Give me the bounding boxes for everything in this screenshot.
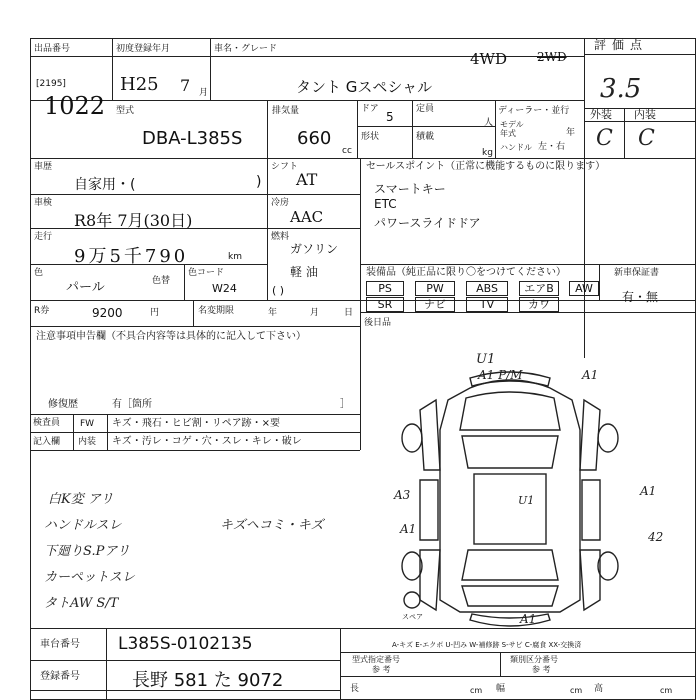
inspector-note-5: カーペットスレ [44, 570, 135, 585]
lot-number: 1022 [44, 92, 106, 120]
shift-label: シフト [271, 162, 299, 172]
transfer-year: 年 [268, 308, 278, 318]
ac-value: AAC [290, 208, 324, 226]
mileage-unit: km [228, 252, 242, 262]
repair-history-value: 有［箇所 [112, 399, 152, 410]
drive-type: 4WD [470, 50, 507, 68]
equip-aw: AW [569, 281, 599, 296]
displacement-unit: cc [342, 146, 352, 156]
load-label: 積載 [416, 132, 435, 142]
rear-items-label: 後日品 [364, 318, 392, 328]
dim-length-label: 長 [350, 684, 360, 694]
displacement-label: 排気量 [272, 106, 300, 116]
equip-navi: ナビ [415, 297, 455, 312]
diagram-mark-front-bumper: A1 P/M [478, 368, 523, 382]
equip-abs: ABS [466, 281, 508, 296]
load-unit: kg [482, 148, 493, 158]
inspector-note-3: キズヘコミ・キズ [220, 518, 324, 533]
handle-value: 左・右 [538, 142, 566, 152]
capacity-unit: 人 [484, 118, 494, 128]
model-year-label: モデル [500, 120, 524, 129]
doors-label: ドア [361, 104, 379, 114]
diagram-mark-front: U1 [476, 352, 496, 367]
inspection-date: R8年 7月(30日) [74, 211, 193, 230]
inspector-note-1: 白K変 アリ [48, 492, 114, 507]
plate-label: 登録番号 [40, 671, 80, 682]
fuel-diesel: 軽 油 [290, 265, 318, 279]
exterior-grade: C [596, 126, 613, 151]
chassis-label: 車台番号 [40, 639, 80, 650]
dim-height-label: 高 [594, 684, 604, 694]
notes-label: 注意事項申告欄（不具合内容等は具体的に記入して下さい） [36, 331, 306, 342]
spare-label: スペア [402, 613, 423, 621]
class-label: 類別区分番号 [510, 655, 558, 664]
type-cert-label: 型式指定番号 [352, 655, 400, 664]
fw-label: FW [80, 419, 95, 429]
car-name-label: 車名・グレード [214, 44, 278, 54]
equip-airbag: エアB [519, 281, 559, 296]
dim-length-unit: cm [470, 686, 483, 695]
doors: 5 [386, 110, 394, 124]
color-change-label: 色替 [152, 276, 171, 286]
sales-points-label: セールスポイント（正常に機能するものに限ります） [366, 161, 606, 172]
transfer-deadline-label: 名変期限 [198, 306, 235, 316]
inspector-note-6: タトAW S/T [44, 596, 119, 611]
inspector-label-1: 検査員 [33, 418, 61, 428]
inspection-label: 車検 [34, 198, 53, 208]
color-value: パール [66, 280, 105, 295]
inspector-note-4: 下廻りS.Pアリ [44, 544, 130, 559]
transfer-day: 日 [344, 308, 354, 318]
usage-label: 車歴 [34, 162, 53, 172]
fuel-gasoline: ガソリン [290, 242, 339, 256]
equip-pw: PW [415, 281, 455, 296]
sales-point-3: パワースライドドア [374, 216, 481, 230]
interior-label: 内装 [634, 108, 656, 121]
registration-month-unit: 月 [199, 88, 209, 98]
handle-label: ハンドル [500, 143, 532, 152]
recycle-label: R券 [34, 306, 50, 316]
model-year-unit: 年 [566, 128, 576, 138]
recycle-unit: 円 [150, 308, 160, 318]
shape-label: 形状 [361, 132, 380, 142]
sales-point-1: スマートキー [374, 182, 446, 196]
fw-items: キズ・飛石・ヒビ割・リペア跡・×要 [112, 418, 280, 429]
lot-number-label: 出品番号 [34, 44, 71, 54]
fuel-label: 燃料 [271, 232, 290, 242]
registration-era: H25 [120, 74, 159, 95]
mileage-label: 走行 [34, 232, 53, 242]
interior-grade: C [638, 126, 655, 151]
transfer-month: 月 [310, 308, 320, 318]
dim-width-label: 幅 [496, 684, 506, 694]
model-year-label-2: 年式 [500, 129, 516, 138]
color-label: 色 [34, 268, 44, 278]
exterior-label: 外装 [590, 108, 612, 121]
damage-legend: A-キズ E-エクボ U-凹み W-補修跡 S-サビ C-腐食 XX-交換済 [392, 641, 582, 649]
capacity-label: 定員 [416, 104, 435, 114]
equip-tv: TV [466, 297, 508, 312]
recycle-value: 9200 [92, 306, 123, 320]
diagram-mark-right-rear: 42 [648, 530, 664, 544]
diagram-mark-right-door: A1 [640, 484, 657, 498]
first-registration-label: 初度登録年月 [116, 44, 171, 54]
class-sub: 参 考 [532, 665, 551, 674]
model-type: DBA-L385S [142, 128, 243, 149]
usage-close: ) [256, 174, 262, 190]
drive-type-alt: 2WD [537, 50, 567, 64]
diagram-mark-left-front-door: A3 [394, 488, 411, 502]
color-code-label: 色コード [188, 268, 225, 278]
interior-check-label: 内装 [78, 437, 97, 447]
plate-number: 長野 581 た 9072 [132, 670, 284, 691]
repair-history-label: 修復歴 [48, 399, 78, 410]
equip-ps: PS [366, 281, 404, 296]
diagram-mark-front-right: A1 [582, 368, 599, 382]
model-name: タント Gスペシャル [296, 78, 433, 96]
registration-month: 7 [180, 76, 191, 95]
mileage-value: 9万5千790 [74, 246, 189, 267]
equipment-label: 装備品（純正品に限り〇をつけてください） [366, 267, 566, 278]
equip-leather: カワ [519, 297, 559, 312]
new-warranty-label: 新車保証書 [614, 268, 660, 278]
shift-value: AT [296, 170, 318, 189]
lot-sub-number: [2195] [36, 79, 66, 89]
diagram-mark-roof: U1 [518, 494, 535, 507]
inspector-note-2: ハンドルスレ [44, 518, 122, 533]
color-code: W24 [212, 282, 237, 295]
displacement: 660 [297, 128, 332, 149]
chassis-number: L385S-0102135 [118, 634, 253, 654]
inspector-label-2: 記入欄 [33, 437, 61, 447]
new-warranty-value: 有・無 [622, 290, 659, 304]
fuel-other: ( ) [272, 284, 285, 297]
ac-label: 冷房 [271, 198, 290, 208]
model-type-label: 型式 [116, 106, 135, 116]
type-cert-sub: 参 考 [372, 665, 391, 674]
rating-value: 3.5 [600, 74, 642, 104]
dim-width-unit: cm [570, 686, 583, 695]
diagram-mark-left-rear-door: A1 [400, 522, 417, 536]
dealer-label: ディーラー・並行 [498, 106, 570, 116]
equip-sr: SR [366, 297, 404, 312]
dim-height-unit: cm [660, 686, 673, 695]
repair-history-close: ］ [340, 399, 350, 410]
rating-label: 評価点 [594, 38, 649, 52]
diagram-mark-rear: A1 [520, 612, 537, 626]
interior-check-items: キズ・汚レ・コゲ・穴・スレ・キレ・破レ [112, 436, 302, 447]
sales-point-2: ETC [374, 197, 397, 211]
usage-value: 自家用・( [74, 177, 136, 193]
